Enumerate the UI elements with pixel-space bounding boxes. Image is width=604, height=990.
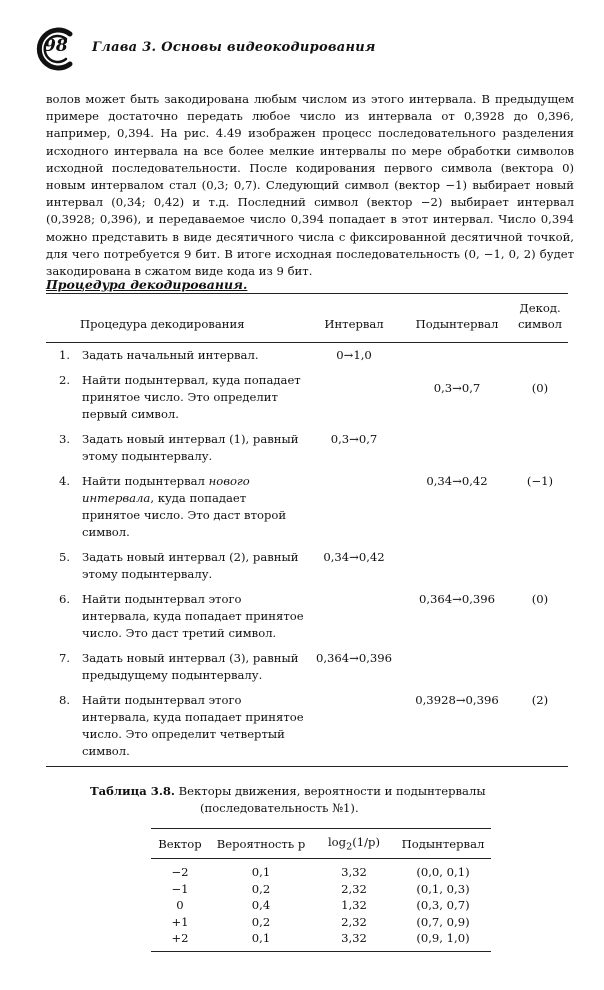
step-subinterval (402, 545, 512, 587)
table-row (46, 343, 568, 369)
vector-value: +2 (151, 930, 209, 951)
step-text: Найти подынтервал этого интервала, куда попадает принятое число. Это определит четвертый символ. (80, 688, 306, 767)
step-symbol (512, 646, 568, 688)
table-row (46, 368, 568, 427)
step-text-suffix: , куда попадает принятое число. Это даст второй символ. (82, 491, 287, 539)
caption-label: Таблица 3.8. (90, 784, 175, 798)
step-subinterval: 0,3→0,7 (433, 381, 481, 395)
vector-value: −1 (171, 881, 189, 896)
subinterval-value: (0,0, 0,1) (416, 865, 470, 880)
vector-table-header-row (151, 829, 491, 859)
step-text: Задать новый интервал (2), равный этому подынтервалу. (82, 550, 299, 581)
table-row (151, 897, 491, 914)
header-probability: Вероятность p (209, 829, 313, 859)
table-row (46, 427, 568, 469)
probability-value: 0,2 (251, 914, 271, 929)
header-subinterval: Подынтервал (402, 294, 512, 343)
header-log-sub: 2 (346, 841, 353, 853)
table-row (46, 646, 568, 688)
probability-value: 0,4 (251, 898, 271, 913)
header-procedure: Процедура декодирования (46, 294, 306, 343)
header-log (313, 829, 395, 859)
probability-value: 0,1 (251, 865, 271, 880)
step-text: Задать новый интервал (1), равный этому подынтервалу. (82, 432, 299, 463)
table-row (151, 930, 491, 951)
header-symbol-line1: Декод. (519, 301, 561, 315)
step-interval: 0,34→0,42 (323, 550, 385, 564)
vector-value: −2 (171, 865, 189, 880)
step-symbol (512, 343, 568, 369)
body-paragraph: волов может быть закодирована любым числом из этого интервала. В предыдущем примере достаточно передать любое число из интервала от 0,3928 до 0,396, например, 0,394. На рис. 4.49 изображен процесс последовательного разделения исходного интервала на все более мелкие интервалы по мере обработки символов исходной последовательности. После кодирования первого символа (вектора 0) новым интервалом стал (0,3; 0,7). Следующий символ (вектор −1) выбирает новый интервал (0,34; 0,42) и т.д. Последний символ (вектор −2) выбирает интервал (0,3928; 0,396), и передаваемое число 0,394 попадает в этот интервал. Число 0,394 можно представить в виде десятичного числа с фиксированной десятичной точкой, для чего потребуется 9 бит. В итоге исходная последовательность (0, −1, 0, 2) будет закодирована в сжатом виде кода из 9 бит. (46, 92, 574, 279)
step-subinterval (402, 646, 512, 688)
log-value: 3,32 (313, 930, 395, 951)
log-value: 3,32 (341, 865, 367, 880)
step-subinterval: 0,34→0,42 (426, 474, 488, 488)
step-symbol (512, 545, 568, 587)
step-interval (306, 368, 402, 427)
header-log-suffix: (1/p) (352, 835, 381, 849)
step-text: Найти подынтервал, куда попадает принятое число. Это определит первый символ. (82, 373, 301, 421)
subinterval-value: (0,1, 0,3) (416, 881, 470, 896)
step-symbol: (2) (512, 688, 568, 767)
step-interval: 0,364→0,396 (315, 651, 393, 665)
vector-value: +1 (171, 914, 189, 929)
step-interval (306, 469, 402, 545)
step-interval (306, 688, 402, 767)
decode-table-header-row (46, 294, 568, 343)
log-value: 1,32 (341, 898, 367, 913)
step-subinterval: 0,364→0,396 (418, 592, 496, 606)
step-symbol: (0) (531, 592, 549, 606)
page-number-badge (30, 26, 76, 72)
step-text: Найти подынтервал этого интервала, куда попадает принятое число. Это даст третий символ. (82, 592, 304, 640)
subinterval-value: (0,3, 0,7) (416, 898, 470, 913)
header-interval: Интервал (306, 294, 402, 343)
step-number: 5. (58, 550, 70, 564)
chapter-title: Глава 3. Основы видеокодирования (92, 40, 376, 55)
step-number: 4. (58, 474, 70, 488)
step-number: 3. (58, 432, 70, 446)
decode-procedure-table (46, 293, 568, 767)
vector-value: 0 (176, 898, 184, 913)
header-log-prefix: log (327, 835, 347, 849)
step-interval: 0→1,0 (336, 348, 372, 362)
step-interval: 0,3→0,7 (330, 432, 378, 446)
table-row (46, 587, 568, 646)
step-symbol: (−1) (526, 474, 554, 488)
step-number: 1. (58, 348, 70, 362)
header-vector: Вектор (151, 829, 209, 859)
table-row (46, 688, 568, 767)
log-value: 2,32 (341, 914, 367, 929)
step-text: Задать новый интервал (3), равный предыдущему подынтервалу. (82, 651, 299, 682)
step-subinterval: 0,3928→0,396 (402, 688, 512, 767)
step-number: 2. (58, 373, 70, 387)
step-number: 8. (46, 688, 80, 767)
header-symbol (512, 294, 568, 343)
section-title: Процедура декодирования. (46, 277, 248, 292)
probability-value: 0,1 (209, 930, 313, 951)
table-row (151, 881, 491, 898)
header-symbol-line2: символ (517, 317, 563, 331)
step-text-italic: нового интервала (82, 474, 250, 505)
table-row (46, 469, 568, 545)
step-subinterval (402, 427, 512, 469)
vector-probability-table (151, 828, 491, 952)
table-caption (90, 783, 530, 817)
step-text (80, 469, 306, 545)
subinterval-value: (0,9, 1,0) (395, 930, 491, 951)
subinterval-value: (0,7, 0,9) (416, 914, 470, 929)
table-row (151, 914, 491, 931)
step-number: 6. (58, 592, 70, 606)
table-row (151, 859, 491, 881)
step-subinterval (402, 343, 512, 369)
step-text: Задать начальный интервал. (82, 348, 259, 362)
page-header (30, 26, 590, 72)
header-subinterval: Подынтервал (395, 829, 491, 859)
step-interval (306, 587, 402, 646)
page-number: 98 (44, 36, 68, 56)
step-text-prefix: Найти подынтервал (82, 474, 209, 488)
step-symbol: (0) (531, 381, 549, 395)
table-row (46, 545, 568, 587)
step-number: 7. (58, 651, 70, 665)
probability-value: 0,2 (251, 881, 271, 896)
step-symbol (512, 427, 568, 469)
caption-text: Векторы движения, вероятности и подынтервалы (178, 784, 486, 798)
log-value: 2,32 (341, 881, 367, 896)
caption-line2: (последовательность №1). (200, 801, 359, 815)
